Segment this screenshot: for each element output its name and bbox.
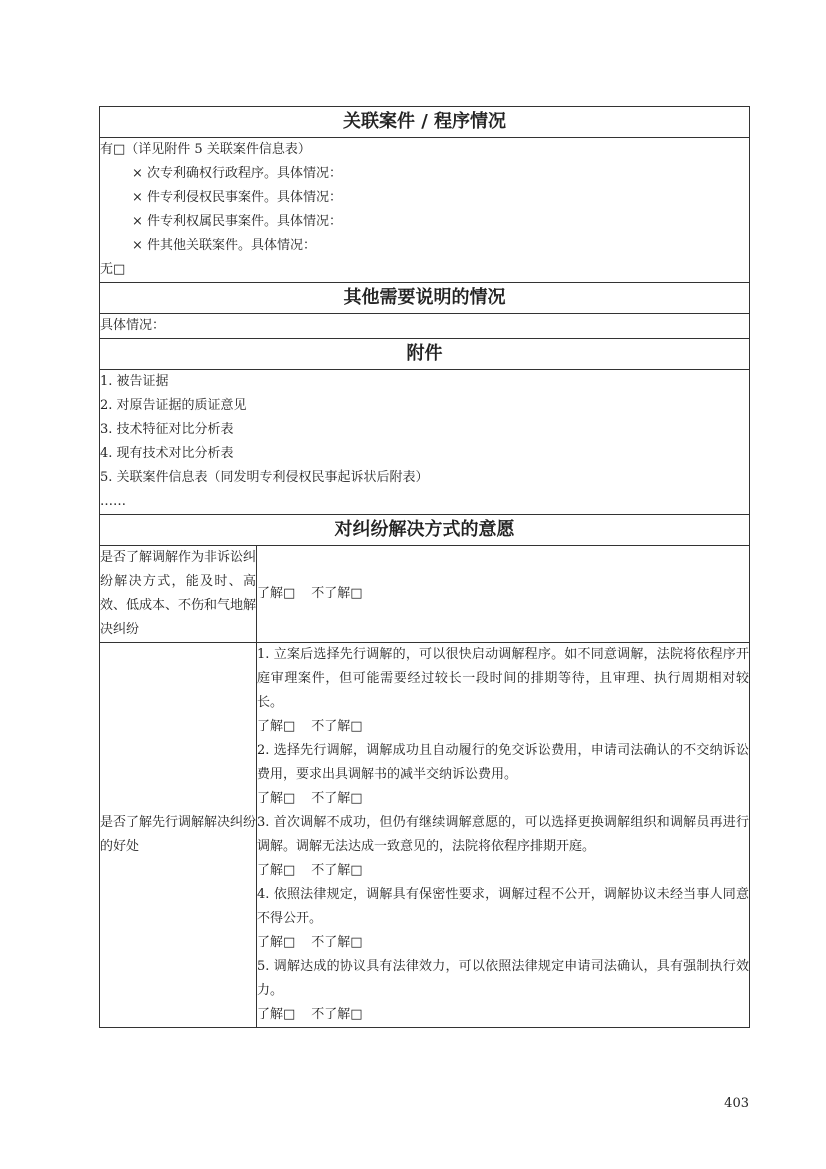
other-detail: 具体情况： bbox=[100, 318, 166, 333]
dispute-heading: 对纠纷解决方式的意愿 bbox=[100, 515, 750, 546]
dispute-q2-row bbox=[100, 643, 750, 1028]
related-heading-row bbox=[100, 107, 750, 138]
page-number: 403 bbox=[724, 1096, 749, 1111]
related-body-row bbox=[100, 138, 750, 283]
know-checkbox[interactable]: 了解□ bbox=[257, 586, 296, 601]
attachment-item: 2. 对原告证据的质证意见 bbox=[100, 398, 247, 413]
related-item: × 次专利确权行政程序。具体情况： bbox=[132, 166, 343, 181]
benefit-text: 2. 选择先行调解，调解成功且自动履行的免交诉讼费用，申请司法确认的不交纳诉讼费用，要求出具调解书的减半交纳诉讼费用。 bbox=[257, 743, 750, 782]
attachments-heading: 附件 bbox=[100, 339, 750, 370]
related-item: × 件专利权属民事案件。具体情况： bbox=[132, 214, 343, 229]
related-item: × 件其他关联案件。具体情况： bbox=[132, 238, 317, 253]
other-body bbox=[100, 314, 750, 339]
know-checkbox[interactable]: 了解□ bbox=[257, 1007, 296, 1022]
benefit-options bbox=[257, 1003, 749, 1027]
benefit-options bbox=[257, 859, 749, 883]
dispute-q2-label: 是否了解先行调解解决纠纷的好处 bbox=[100, 643, 257, 1028]
benefit-text: 4. 依照法律规定，调解具有保密性要求，调解过程不公开，调解协议未经当事人同意不得公开。 bbox=[257, 887, 750, 926]
benefit-text: 3. 首次调解不成功，但仍有继续调解意愿的，可以选择更换调解组织和调解员再进行调解。调解无法达成一致意见的，法院将依程序排期开庭。 bbox=[257, 815, 750, 854]
not-know-checkbox[interactable]: 不了解□ bbox=[311, 719, 363, 734]
not-know-checkbox[interactable]: 不了解□ bbox=[311, 586, 363, 601]
other-heading-row bbox=[100, 283, 750, 314]
know-checkbox[interactable]: 了解□ bbox=[257, 863, 296, 878]
benefit-options bbox=[257, 931, 749, 955]
dispute-q1-answer bbox=[257, 546, 750, 643]
dispute-q1-row bbox=[100, 546, 750, 643]
benefit-options bbox=[257, 715, 749, 739]
related-none: 无□ bbox=[100, 262, 126, 277]
not-know-checkbox[interactable]: 不了解□ bbox=[311, 935, 363, 950]
form-table bbox=[99, 106, 750, 1028]
other-body-row bbox=[100, 314, 750, 339]
other-heading: 其他需要说明的情况 bbox=[100, 283, 750, 314]
dispute-heading-row bbox=[100, 515, 750, 546]
attachments-heading-row bbox=[100, 339, 750, 370]
attachment-item: …… bbox=[100, 494, 126, 509]
benefit-options bbox=[257, 787, 749, 811]
benefit-text: 1. 立案后选择先行调解的，可以很快启动调解程序。如不同意调解，法院将依程序开庭审理案件，但可能需要经过较长一段时间的排期等待，且审理、执行周期相对较长。 bbox=[257, 647, 750, 710]
benefit-text: 5. 调解达成的协议具有法律效力，可以依照法律规定申请司法确认，具有强制执行效力。 bbox=[257, 959, 750, 998]
related-has: 有□（详见附件 5 关联案件信息表） bbox=[100, 142, 311, 157]
not-know-checkbox[interactable]: 不了解□ bbox=[311, 863, 363, 878]
attachment-item: 5. 关联案件信息表（同发明专利侵权民事起诉状后附表） bbox=[100, 470, 429, 485]
related-item: × 件专利侵权民事案件。具体情况： bbox=[132, 190, 343, 205]
attachment-item: 4. 现有技术对比分析表 bbox=[100, 446, 234, 461]
attachments-body-row bbox=[100, 370, 750, 515]
not-know-checkbox[interactable]: 不了解□ bbox=[311, 791, 363, 806]
know-checkbox[interactable]: 了解□ bbox=[257, 719, 296, 734]
dispute-q2-answer bbox=[257, 643, 750, 1028]
related-heading: 关联案件 / 程序情况 bbox=[100, 107, 750, 138]
dispute-q1-label: 是否了解调解作为非诉讼纠纷解决方式，能及时、高效、低成本、不伤和气地解决纠纷 bbox=[100, 546, 257, 643]
attachment-item: 3. 技术特征对比分析表 bbox=[100, 422, 234, 437]
attachment-item: 1. 被告证据 bbox=[100, 374, 169, 389]
related-body bbox=[100, 138, 750, 283]
know-checkbox[interactable]: 了解□ bbox=[257, 791, 296, 806]
attachments-body bbox=[100, 370, 750, 515]
not-know-checkbox[interactable]: 不了解□ bbox=[311, 1007, 363, 1022]
know-checkbox[interactable]: 了解□ bbox=[257, 935, 296, 950]
